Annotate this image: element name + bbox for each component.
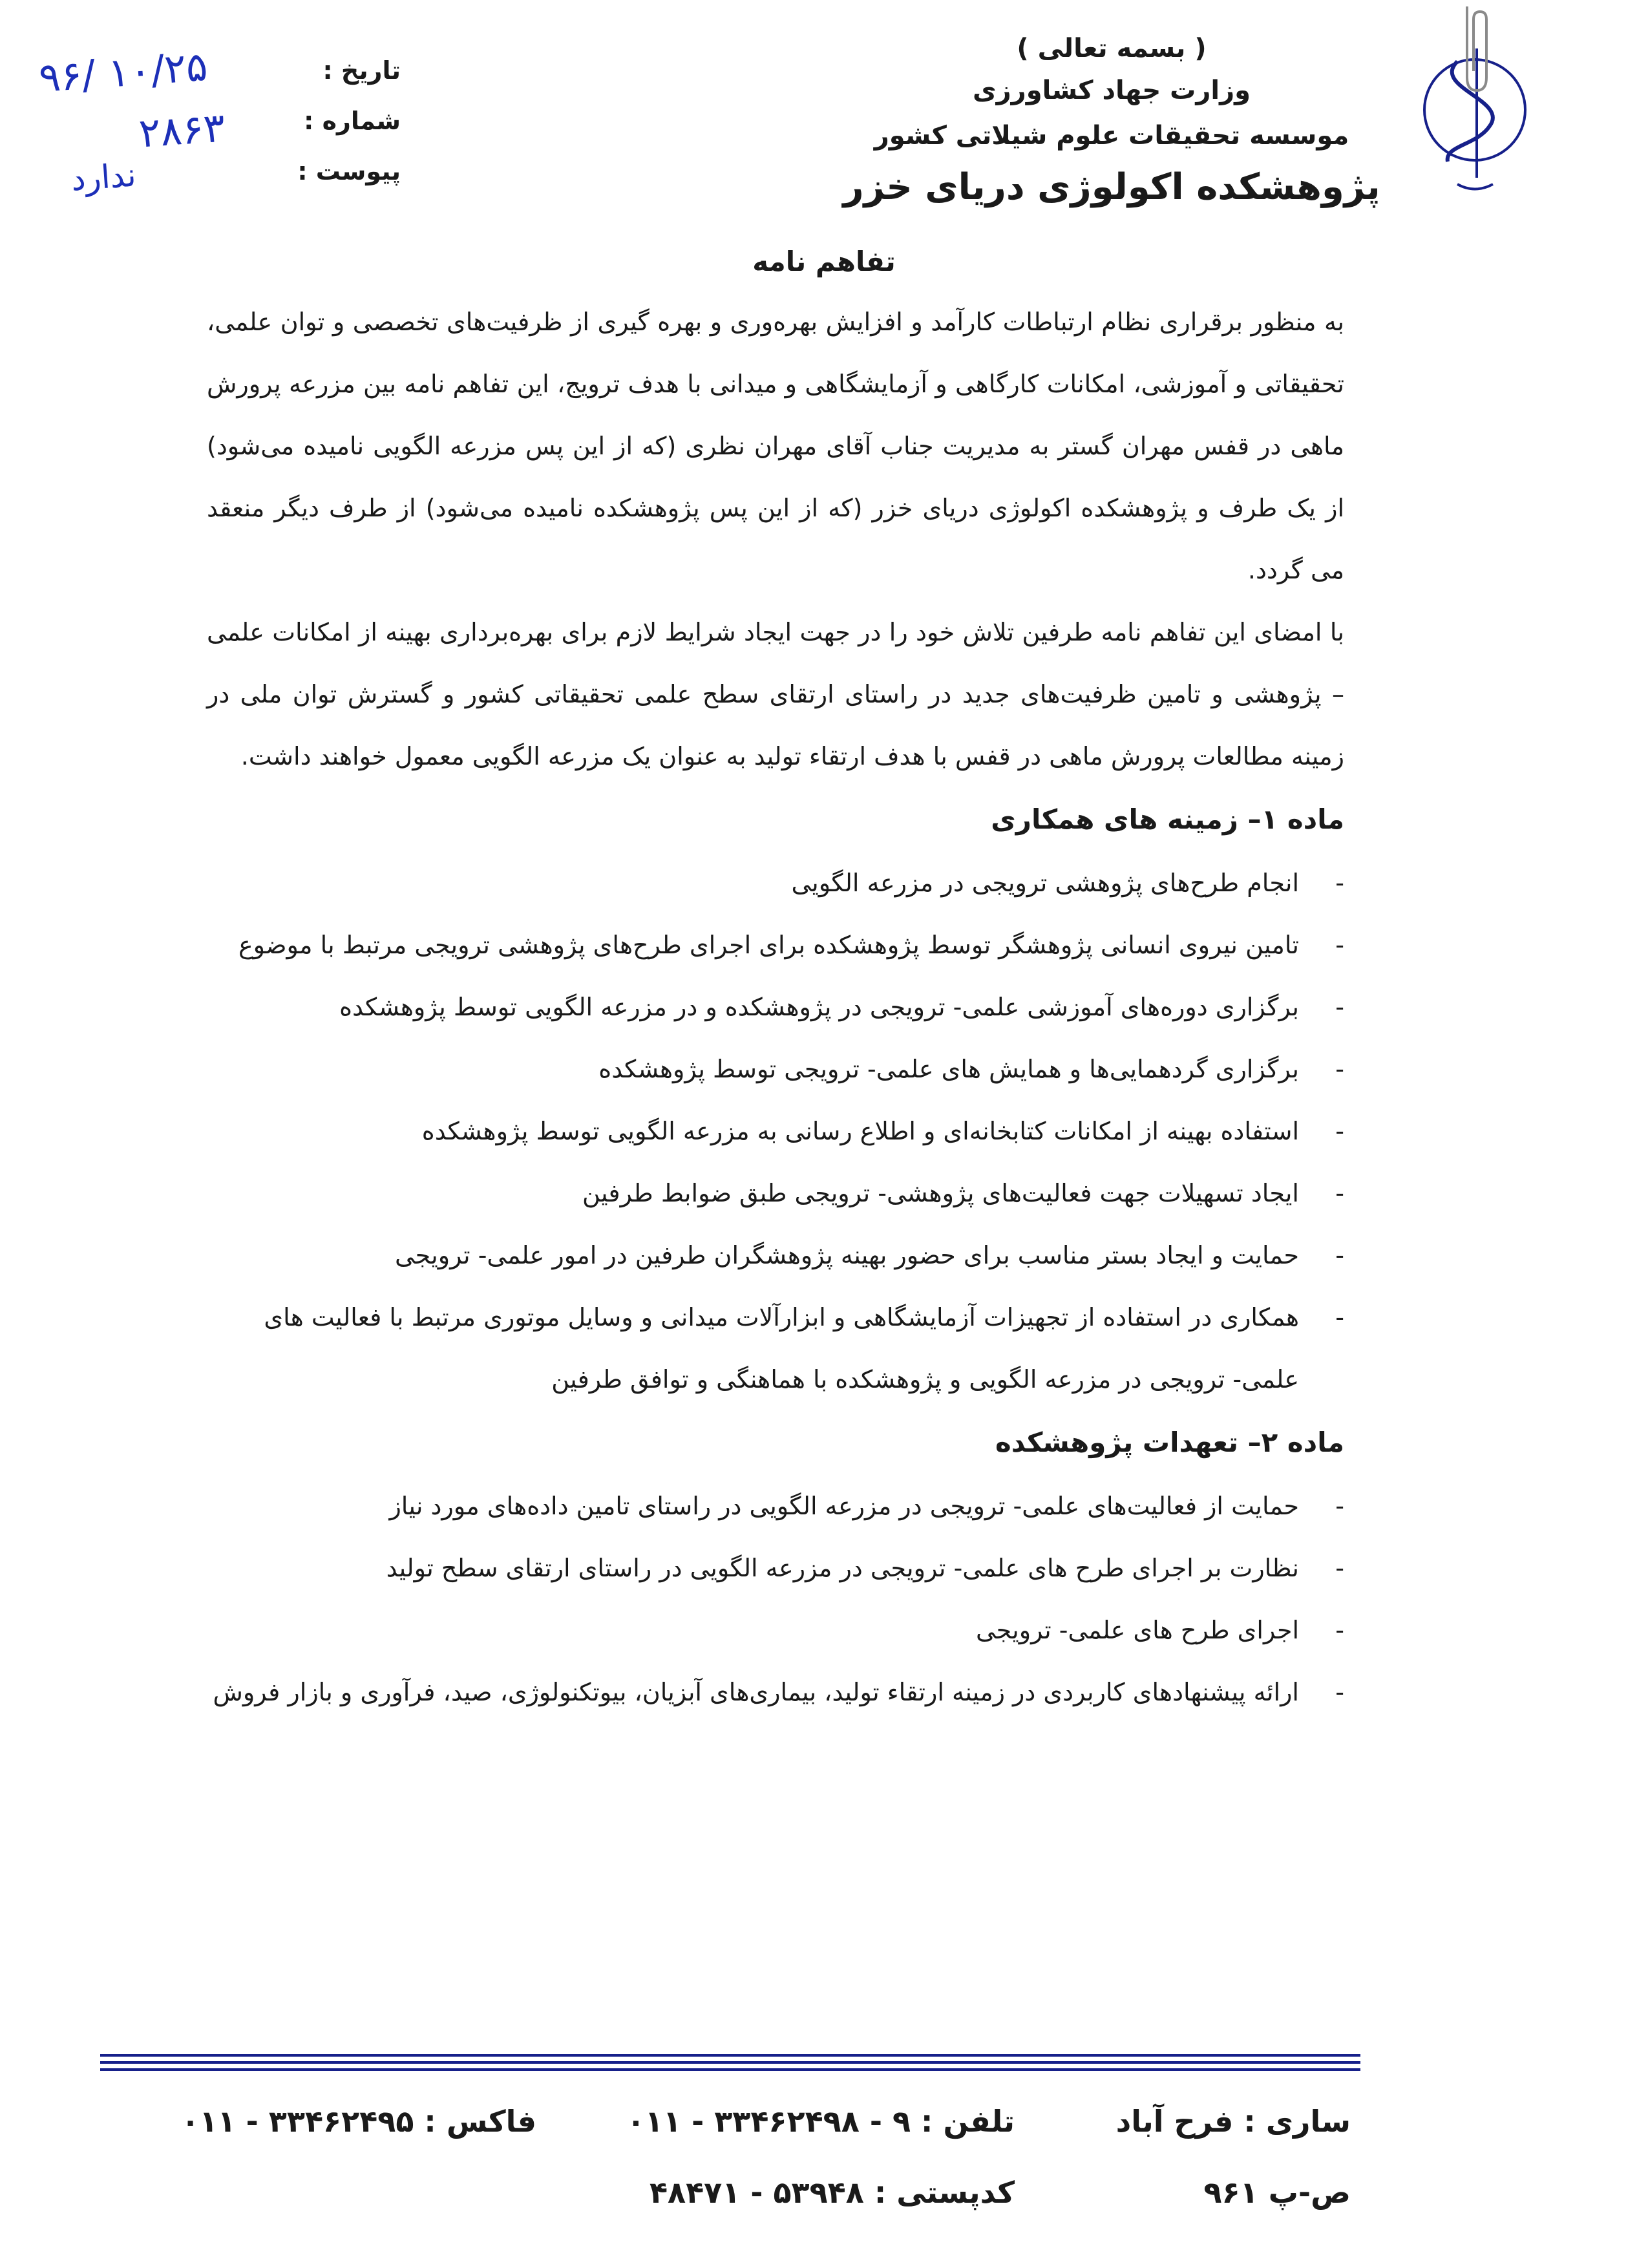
ministry-name: وزارت جهاد کشاورزی (972, 76, 1251, 105)
footer-postal-code: کدپستی : ۵۳۹۴۸ - ۴۸۴۷۱ (649, 2175, 1015, 2210)
footer-divider (100, 2061, 1360, 2064)
list-item: - استفاده بهینه از امکانات کتابخانه‌ای و اطلاع رسانی به مزرعه الگویی توسط پژوهشکده (207, 1100, 1344, 1162)
handwritten-date: ۹۶/ ۱۰/۲۵ (37, 42, 209, 102)
list-item: - اجرای طرح های علمی- ترویجی (207, 1599, 1344, 1661)
paper-clip-icon (1448, 0, 1506, 97)
list-item: - حمایت و ایجاد بستر مناسب برای حضور بهینه پژوهشگران طرفین در امور علمی- ترویجی (207, 1224, 1344, 1286)
handwritten-number: ۲۸۶۳ (137, 103, 227, 157)
article-1-title: ماده ۱– زمینه های همکاری (991, 803, 1344, 835)
intro-paragraph: به منظور برقراری نظام ارتباطات کارآمد و افزایش بهره‌وری و بهره گیری از ظرفیت‌های تخصصی و توان علمی، تحقیقاتی و آموزشی، امکانات کارگاهی و آزمایشگاهی و میدانی با هدف ترویج، این تفاهم نامه بین مزرعه پرورش ماهی در قفس مهران گستر به مدیریت جناب آقای مهران نظری (که از این پس مزرعه الگویی نامیده می‌شود) از یک طرف و پژوهشکده اکولوژی دریای خزر (که از این پس پژوهشکده نامیده می‌شود) از طرف دیگر منعقد می گردد. (207, 308, 1344, 584)
document-title: تفاهم نامه (752, 246, 896, 277)
attachment-label: پیوست : (297, 157, 401, 185)
list-item: - برگزاری گردهمایی‌ها و همایش های علمی- ترویجی توسط پژوهشکده (207, 1038, 1344, 1100)
list-item: - انجام طرح‌های پژوهشی ترویجی در مزرعه الگویی (207, 852, 1344, 914)
handwritten-attachment: ندارد (70, 156, 138, 198)
article-1-list (207, 852, 1344, 1410)
date-label: تاریخ : (322, 56, 401, 85)
document-body (207, 291, 1344, 1723)
list-item: - ایجاد تسهیلات جهت فعالیت‌های پژوهشی- ترویجی طبق ضوابط طرفین (207, 1162, 1344, 1224)
list-item: - نظارت بر اجرای طرح های علمی- ترویجی در مزرعه الگویی در راستای ارتقای سطح تولید (207, 1537, 1344, 1599)
list-item: - برگزاری دوره‌های آموزشی علمی- ترویجی در پژوهشکده و در مزرعه الگویی توسط پژوهشکده (207, 976, 1344, 1038)
list-item: - همکاری در استفاده از تجهیزات آزمایشگاهی و ابزارآلات میدانی و وسایل موتوری مرتبط با فعالیت های علمی- ترویجی در مزرعه الگویی و پژوهشکده با هماهنگی و توافق طرفین (207, 1286, 1344, 1410)
list-item: - تامین نیروی انسانی پژوهشگر توسط پژوهشکده برای اجرای طرح‌های پژوهشی ترویجی مرتبط با موضوع (207, 914, 1344, 976)
footer-divider (100, 2068, 1360, 2071)
invocation: ( بسمه تعالی ) (1017, 34, 1207, 63)
list-item: - حمایت از فعالیت‌های علمی- ترویجی در مزرعه الگویی در راستای تامین داده‌های مورد نیاز (207, 1475, 1344, 1537)
letter-meta (271, 45, 401, 196)
article-2-title: ماده ۲– تعهدات پژوهشکده (995, 1426, 1344, 1458)
footer-divider (100, 2054, 1360, 2057)
institute-name: موسسه تحقیقات علوم شیلاتی کشور (874, 121, 1349, 151)
research-center-name: پژوهشکده اکولوژی دریای خزر (843, 166, 1380, 208)
article-2-list (207, 1475, 1344, 1723)
footer-fax: فاکس : ۳۳۴۶۲۴۹۵ - ۰۱۱ (181, 2104, 536, 2139)
purpose-paragraph: با امضای این تفاهم نامه طرفین تلاش خود را در جهت ایجاد شرایط لازم برای بهره‌برداری بهینه از امکانات علمی – پژوهشی و تامین ظرفیت‌های جدید در راستای ارتقای سطح علمی تحقیقاتی کشور و گسترش توان ملی در زمینه مطالعات پرورش ماهی در قفس با هدف ارتقاء تولید به عنوان یک مزرعه الگویی معمول خواهند داشت. (207, 618, 1344, 770)
footer-po-box: ص-پ ۹۶۱ (1203, 2175, 1351, 2210)
number-label: شماره : (304, 107, 401, 135)
organization-header (821, 29, 1402, 217)
footer-city: ساری : فرح آباد (1115, 2104, 1351, 2139)
footer-phone: تلفن : ۹ - ۳۳۴۶۲۴۹۸ - ۰۱۱ (626, 2104, 1015, 2139)
list-item: - ارائه پیشنهادهای کاربردی در زمینه ارتقاء تولید، بیماری‌های آبزیان، بیوتکنولوژی، صید، فرآوری و بازار فروش (207, 1661, 1344, 1723)
